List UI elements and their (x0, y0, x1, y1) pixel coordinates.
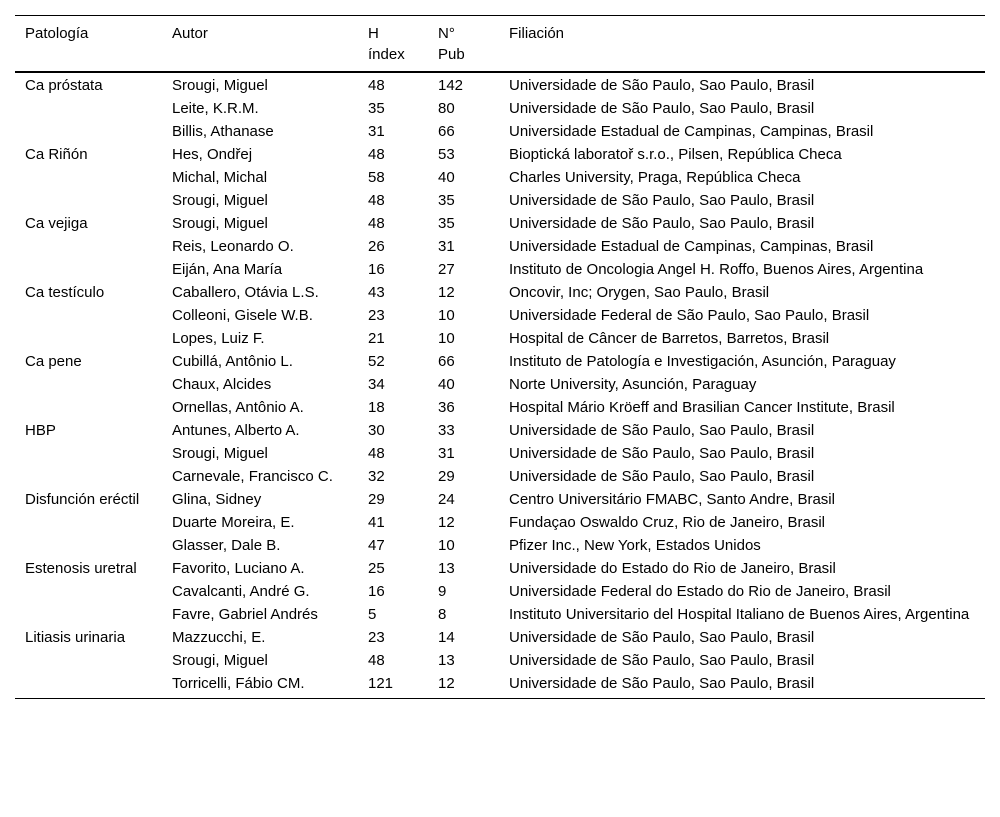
cell-autor: Hes, Ondřej (172, 146, 253, 163)
cell-patologia (15, 534, 162, 557)
cell-h-index: 31 (368, 123, 385, 140)
cell-filiacion: Universidade de São Paulo, Sao Paulo, Brasil (509, 652, 815, 669)
cell-n-pub: 10 (438, 307, 455, 324)
cell-autor: Duarte Moreira, E. (172, 514, 295, 531)
header-h-index-line1: H (368, 25, 379, 42)
cell-h-index: 16 (368, 583, 385, 600)
cell-filiacion: Centro Universitário FMABC, Santo Andre, Brasil (509, 491, 835, 508)
cell-filiacion: Universidade de São Paulo, Sao Paulo, Brasil (509, 445, 815, 462)
cell-n-pub: 10 (438, 330, 455, 347)
cell-patologia: Ca próstata (25, 77, 103, 94)
table-row (15, 166, 985, 189)
table-row (15, 672, 985, 699)
cell-n-pub: 14 (438, 629, 455, 646)
cell-filiacion: Hospital de Câncer de Barretos, Barretos, Brasil (509, 330, 830, 347)
cell-filiacion: Universidade Estadual de Campinas, Campinas, Brasil (509, 238, 874, 255)
cell-autor: Caballero, Otávia L.S. (172, 284, 319, 301)
cell-filiacion: Universidade de São Paulo, Sao Paulo, Brasil (509, 192, 815, 209)
cell-autor: Srougi, Miguel (172, 192, 268, 209)
table-row (15, 350, 985, 373)
cell-patologia: HBP (25, 422, 56, 439)
cell-n-pub: 24 (438, 491, 455, 508)
cell-h-index: 26 (368, 238, 385, 255)
table-row (15, 603, 985, 626)
cell-h-index: 41 (368, 514, 385, 531)
cell-n-pub: 12 (438, 675, 455, 692)
cell-filiacion: Universidade de São Paulo, Sao Paulo, Brasil (509, 468, 815, 485)
cell-n-pub: 27 (438, 261, 455, 278)
cell-filiacion: Charles University, Praga, República Checa (509, 169, 801, 186)
cell-n-pub: 31 (438, 445, 455, 462)
cell-patologia: Ca Riñón (25, 146, 88, 163)
cell-filiacion: Fundaçao Oswaldo Cruz, Rio de Janeiro, Brasil (509, 514, 825, 531)
cell-filiacion: Bioptická laboratoř s.r.o., Pilsen, República Checa (509, 146, 842, 163)
header-autor: Autor (172, 25, 208, 42)
table-row (15, 235, 985, 258)
table-row (15, 327, 985, 350)
header-filiacion: Filiación (509, 25, 565, 42)
cell-autor: Srougi, Miguel (172, 215, 268, 232)
cell-n-pub: 33 (438, 422, 455, 439)
cell-filiacion: Universidade de São Paulo, Sao Paulo, Brasil (509, 77, 815, 94)
cell-patologia: Ca vejiga (25, 215, 88, 232)
cell-patologia (15, 649, 162, 672)
cell-n-pub: 35 (438, 192, 455, 209)
cell-patologia (15, 120, 162, 143)
table-row (15, 281, 985, 304)
cell-h-index: 48 (368, 146, 385, 163)
cell-n-pub: 31 (438, 238, 455, 255)
cell-n-pub: 12 (438, 514, 455, 531)
cell-patologia (15, 511, 162, 534)
cell-h-index: 121 (368, 675, 394, 692)
cell-autor: Colleoni, Gisele W.B. (172, 307, 313, 324)
header-h-index-line2: índex (368, 46, 405, 63)
cell-autor: Reis, Leonardo O. (172, 238, 294, 255)
cell-h-index: 52 (368, 353, 385, 370)
cell-h-index: 47 (368, 537, 385, 554)
cell-h-index: 18 (368, 399, 385, 416)
cell-n-pub: 12 (438, 284, 455, 301)
cell-filiacion: Universidade de São Paulo, Sao Paulo, Brasil (509, 422, 815, 439)
cell-filiacion: Pfizer Inc., New York, Estados Unidos (509, 537, 761, 554)
cell-autor: Michal, Michal (172, 169, 268, 186)
table-row (15, 488, 985, 511)
cell-patologia: Estenosis uretral (25, 560, 137, 577)
header-n-pub (428, 16, 499, 73)
table-row (15, 72, 985, 97)
table-row (15, 97, 985, 120)
authors-table-container (15, 15, 985, 699)
cell-h-index: 43 (368, 284, 385, 301)
cell-patologia (15, 97, 162, 120)
cell-autor: Antunes, Alberto A. (172, 422, 300, 439)
cell-n-pub: 66 (438, 353, 455, 370)
table-row (15, 557, 985, 580)
cell-autor: Cubillá, Antônio L. (172, 353, 293, 370)
cell-filiacion: Universidade de São Paulo, Sao Paulo, Brasil (509, 675, 815, 692)
cell-patologia (15, 327, 162, 350)
cell-patologia: Disfunción eréctil (25, 491, 140, 508)
cell-autor: Srougi, Miguel (172, 445, 268, 462)
cell-h-index: 23 (368, 307, 385, 324)
cell-h-index: 29 (368, 491, 385, 508)
cell-patologia (15, 672, 162, 699)
table-row (15, 143, 985, 166)
cell-autor: Carnevale, Francisco C. (172, 468, 333, 485)
cell-n-pub: 142 (438, 77, 464, 94)
cell-n-pub: 40 (438, 376, 455, 393)
cell-h-index: 48 (368, 77, 385, 94)
table-row (15, 580, 985, 603)
cell-autor: Glasser, Dale B. (172, 537, 281, 554)
cell-patologia (15, 580, 162, 603)
cell-n-pub: 80 (438, 100, 455, 117)
table-row (15, 396, 985, 419)
cell-n-pub: 13 (438, 652, 455, 669)
cell-patologia: Ca testículo (25, 284, 105, 301)
cell-patologia (15, 235, 162, 258)
header-patologia: Patología (25, 25, 89, 42)
cell-filiacion: Universidade de São Paulo, Sao Paulo, Brasil (509, 100, 815, 117)
cell-n-pub: 40 (438, 169, 455, 186)
authors-table (15, 15, 985, 699)
cell-h-index: 58 (368, 169, 385, 186)
cell-h-index: 23 (368, 629, 385, 646)
cell-n-pub: 35 (438, 215, 455, 232)
cell-autor: Ornellas, Antônio A. (172, 399, 304, 416)
cell-filiacion: Universidade do Estado do Rio de Janeiro, Brasil (509, 560, 836, 577)
table-row (15, 419, 985, 442)
table-row (15, 189, 985, 212)
cell-autor: Favorito, Luciano A. (172, 560, 305, 577)
cell-filiacion: Universidade Federal de São Paulo, Sao Paulo, Brasil (509, 307, 870, 324)
table-row (15, 373, 985, 396)
cell-patologia (15, 603, 162, 626)
cell-h-index: 48 (368, 652, 385, 669)
cell-autor: Torricelli, Fábio CM. (172, 675, 305, 692)
table-row (15, 442, 985, 465)
cell-n-pub: 66 (438, 123, 455, 140)
cell-h-index: 32 (368, 468, 385, 485)
cell-filiacion: Norte University, Asunción, Paraguay (509, 376, 757, 393)
cell-patologia (15, 465, 162, 488)
table-row (15, 212, 985, 235)
cell-autor: Mazzucchi, E. (172, 629, 266, 646)
header-h-index (358, 16, 428, 73)
cell-h-index: 48 (368, 445, 385, 462)
header-n-pub-line2: Pub (438, 46, 465, 63)
table-row (15, 120, 985, 143)
cell-patologia (15, 442, 162, 465)
cell-patologia: Litiasis urinaria (25, 629, 126, 646)
cell-n-pub: 36 (438, 399, 455, 416)
cell-filiacion: Universidade Estadual de Campinas, Campinas, Brasil (509, 123, 874, 140)
cell-filiacion: Instituto Universitario del Hospital Italiano de Buenos Aires, Argentina (509, 606, 970, 623)
table-body (15, 72, 985, 699)
cell-n-pub: 13 (438, 560, 455, 577)
cell-h-index: 48 (368, 192, 385, 209)
cell-filiacion: Hospital Mário Kröeff and Brasilian Cancer Institute, Brasil (509, 399, 895, 416)
cell-h-index: 30 (368, 422, 385, 439)
cell-patologia (15, 258, 162, 281)
table-row (15, 534, 985, 557)
cell-autor: Favre, Gabriel Andrés (172, 606, 318, 623)
cell-patologia (15, 396, 162, 419)
header-row (15, 16, 985, 73)
cell-h-index: 5 (368, 606, 377, 623)
cell-n-pub: 53 (438, 146, 455, 163)
cell-autor: Srougi, Miguel (172, 77, 268, 94)
table-row (15, 649, 985, 672)
cell-autor: Eiján, Ana María (172, 261, 283, 278)
cell-patologia (15, 304, 162, 327)
cell-patologia: Ca pene (25, 353, 82, 370)
cell-h-index: 21 (368, 330, 385, 347)
cell-n-pub: 29 (438, 468, 455, 485)
cell-h-index: 34 (368, 376, 385, 393)
cell-autor: Leite, K.R.M. (172, 100, 259, 117)
cell-filiacion: Instituto de Patología e Investigación, Asunción, Paraguay (509, 353, 896, 370)
cell-filiacion: Oncovir, Inc; Orygen, Sao Paulo, Brasil (509, 284, 770, 301)
cell-filiacion: Universidade de São Paulo, Sao Paulo, Brasil (509, 215, 815, 232)
cell-autor: Cavalcanti, André G. (172, 583, 310, 600)
cell-n-pub: 9 (438, 583, 447, 600)
cell-autor: Glina, Sidney (172, 491, 262, 508)
cell-h-index: 16 (368, 261, 385, 278)
cell-autor: Chaux, Alcides (172, 376, 272, 393)
cell-n-pub: 8 (438, 606, 447, 623)
cell-patologia (15, 189, 162, 212)
table-row (15, 304, 985, 327)
table-row (15, 511, 985, 534)
cell-filiacion: Universidade de São Paulo, Sao Paulo, Brasil (509, 629, 815, 646)
cell-patologia (15, 373, 162, 396)
header-n-pub-line1: N° (438, 25, 455, 42)
cell-h-index: 25 (368, 560, 385, 577)
table-row (15, 258, 985, 281)
cell-autor: Billis, Athanase (172, 123, 274, 140)
cell-h-index: 35 (368, 100, 385, 117)
cell-autor: Lopes, Luiz F. (172, 330, 265, 347)
cell-autor: Srougi, Miguel (172, 652, 268, 669)
cell-filiacion: Instituto de Oncologia Angel H. Roffo, Buenos Aires, Argentina (509, 261, 924, 278)
table-row (15, 465, 985, 488)
cell-n-pub: 10 (438, 537, 455, 554)
table-row (15, 626, 985, 649)
cell-filiacion: Universidade Federal do Estado do Rio de Janeiro, Brasil (509, 583, 891, 600)
cell-patologia (15, 166, 162, 189)
table-header (15, 16, 985, 73)
cell-h-index: 48 (368, 215, 385, 232)
